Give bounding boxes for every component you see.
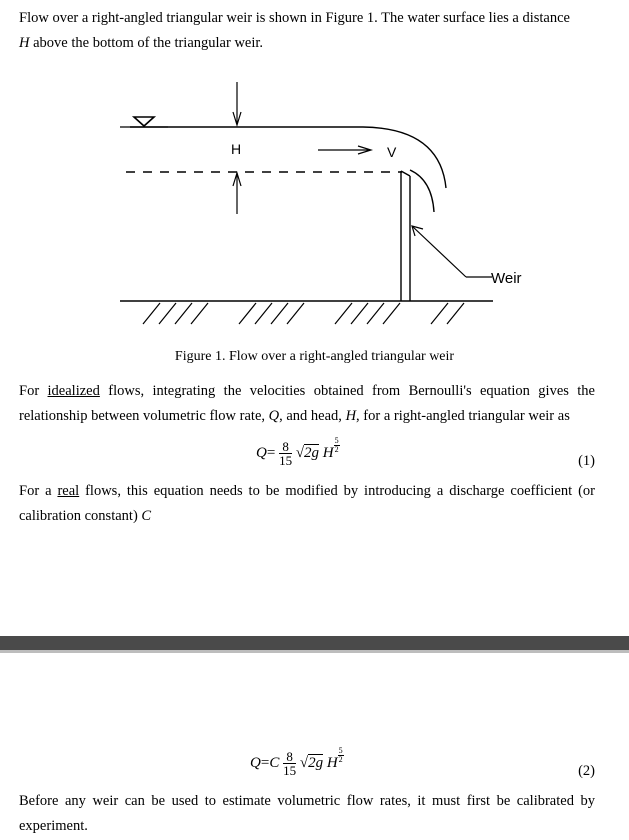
text-segment: flows, integrating the velocities obtained from Bernoulli's equation gives the relationship between volumetric flow rate, [19, 383, 595, 424]
weir-plate-top [401, 171, 410, 176]
text-segment: flows, this equation needs to be modified by introducing a discharge coefficient (or calibration constant) [19, 483, 595, 524]
var-q: Q [268, 408, 280, 424]
denominator: 15 [283, 763, 297, 778]
weir-pointer-line [412, 226, 466, 277]
eq-lhs: Q [250, 754, 261, 771]
nappe-upper-curve [363, 127, 446, 188]
equation-2 [250, 746, 344, 778]
eq-sign: = [260, 754, 270, 771]
numerator: 8 [279, 440, 292, 454]
underlined-word-real: real [57, 483, 80, 499]
exponent [338, 747, 344, 764]
equation-1 [256, 436, 340, 468]
exp-numerator: 5 [334, 436, 339, 445]
fraction [283, 750, 296, 777]
exponent [334, 437, 340, 454]
page-divider [0, 636, 629, 650]
var-h: H [345, 408, 357, 424]
calibration-paragraph: Before any weir can be used to estimate volumetric flow rates, it must first be calibrated by experiment. [19, 793, 595, 834]
water-surface-symbol [134, 117, 154, 126]
fraction [279, 440, 292, 467]
weir-figure [0, 0, 629, 345]
numerator: 8 [283, 750, 296, 764]
label-h: H [231, 141, 242, 157]
intro-text-1: Flow over a right-angled triangular weir is shown in Figure 1. The water surface lies a distance [19, 10, 570, 26]
eq-h: H [322, 444, 334, 461]
figure-caption: Figure 1. Flow over a right-angled triangular weir [174, 349, 455, 364]
exp-numerator: 5 [338, 746, 343, 755]
text-segment: For a [19, 483, 58, 499]
intro-text-2: above the bottom of the triangular weir. [29, 35, 264, 51]
equation-1-number: (1) [578, 453, 595, 469]
var-c: C [141, 508, 152, 524]
underlined-word-idealized: idealized [47, 383, 100, 399]
var-h: H [19, 35, 30, 51]
equation-2-number: (2) [578, 763, 595, 779]
label-v: V [387, 144, 397, 160]
text-segment: , for a right-angled triangular weir as [356, 408, 570, 424]
sqrt-content: 2g [308, 754, 324, 771]
sqrt-content: 2g [304, 444, 320, 461]
label-weir: Weir [491, 270, 522, 287]
exp-denominator: 2 [334, 445, 339, 454]
sqrt-symbol: √ [295, 444, 305, 461]
sqrt-body [308, 754, 323, 771]
sqrt-body [304, 444, 319, 461]
text-segment: , and head, [279, 408, 346, 424]
eq-sign: = [266, 444, 276, 461]
eq-c: C [269, 754, 280, 771]
denominator: 15 [279, 453, 293, 468]
real-flow-paragraph [19, 479, 595, 529]
sqrt-symbol: √ [299, 754, 309, 771]
eq-lhs: Q [256, 444, 267, 461]
idealized-paragraph [19, 379, 595, 429]
exp-denominator: 2 [338, 755, 343, 764]
text-segment: For [19, 383, 48, 399]
page-divider-shadow [0, 650, 629, 653]
nappe-lower-curve [410, 170, 434, 212]
ground-hatching [143, 303, 464, 324]
eq-h: H [326, 754, 338, 771]
